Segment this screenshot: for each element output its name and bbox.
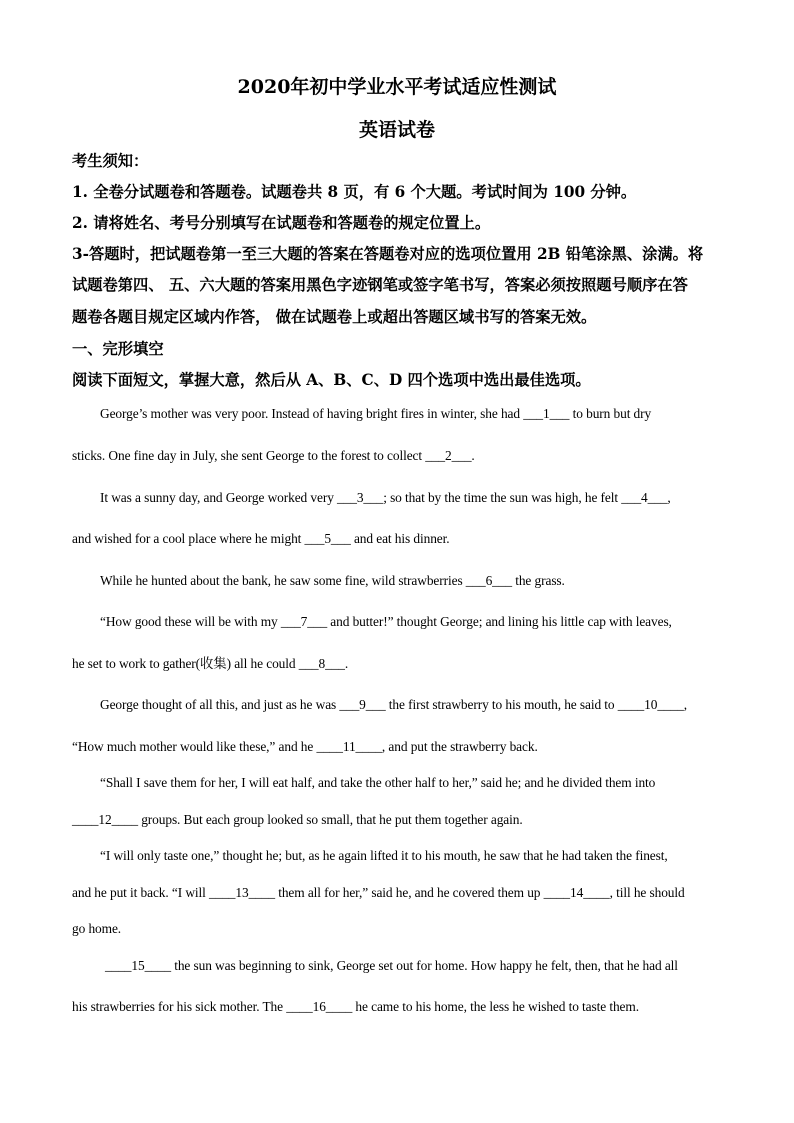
passage-line: “How good these will be with my ___7___ and butter!” thought George; and lining his little cap with leaves,: [100, 614, 672, 629]
passage-line: his strawberries for his sick mother. The ____16____ he came to his home, the less he wished to taste them.: [72, 999, 639, 1014]
passage-line: “How much mother would like these,” and he ____11____, and put the strawberry back.: [72, 739, 538, 754]
section-heading: 一、完形填空: [72, 339, 164, 358]
passage-line: he set to work to gather(收集) all he could ___8___.: [72, 656, 349, 671]
passage-line: sticks. One fine day in July, she sent George to the forest to collect ___2___.: [72, 448, 475, 463]
passage-line: go home.: [72, 921, 122, 936]
passage-line: It was a sunny day, and George worked very ___3___; so that by the time the sun was high, he felt ___4___,: [100, 490, 671, 505]
passage-line: While he hunted about the bank, he saw some fine, wild strawberries ___6___ the grass.: [100, 573, 565, 588]
passage-line: George thought of all this, and just as he was ___9___ the first strawberry to his mouth, he said to ____10____,: [100, 697, 687, 712]
passage-line: and he put it back. “I will ____13____ them all for her,” said he, and he covered them up ____14____, till he should: [72, 885, 685, 900]
passage-line: George’s mother was very poor. Instead of having bright fires in winter, she had ___1___ to burn but dry: [100, 406, 652, 421]
notice-item-3-line-3: 题卷各题目规定区域内作答， 做在试题卷上或超出答题区域书写的答案无效。: [72, 307, 597, 326]
notice-heading: 考生须知：: [72, 151, 149, 170]
passage-line: and wished for a cool place where he might ___5___ and eat his dinner.: [72, 531, 450, 546]
passage-line: ____15____ the sun was beginning to sink, George set out for home. How happy he felt, then, that he had all: [105, 958, 678, 973]
notice-item-2: 2. 请将姓名、考号分别填写在试题卷和答题卷的规定位置上。: [72, 213, 491, 232]
passage-line: ____12____ groups. But each group looked so small, that he put them together again.: [72, 812, 523, 827]
notice-item-3-line-2: 试题卷第四、 五、六大题的答案用黑色字迹钢笔或签字笔书写，答案必须按照题号顺序在答: [72, 275, 688, 294]
notice-item-3-line-1: 3-答题时，把试题卷第一至三大题的答案在答题卷对应的选项位置用 2B 铅笔涂黑、涂满。将: [72, 244, 704, 263]
exam-title: 2020年初中学业水平考试适应性测试: [237, 76, 557, 98]
passage-line: “Shall I save them for her, I will eat half, and take the other half to her,” said he; and he divided them into: [100, 775, 656, 790]
notice-item-1: 1. 全卷分试题卷和答题卷。试题卷共 8 页，有 6 个大题。考试时间为 100 分钟。: [72, 182, 637, 201]
passage-line: “I will only taste one,” thought he; but, as he again lifted it to his mouth, he saw that he had taken the finest,: [100, 848, 668, 863]
paper-subtitle: 英语试卷: [358, 119, 435, 141]
section-instruction: 阅读下面短文，掌握大意，然后从 A、B、C、D 四个选项中选出最佳选项。: [72, 370, 591, 389]
